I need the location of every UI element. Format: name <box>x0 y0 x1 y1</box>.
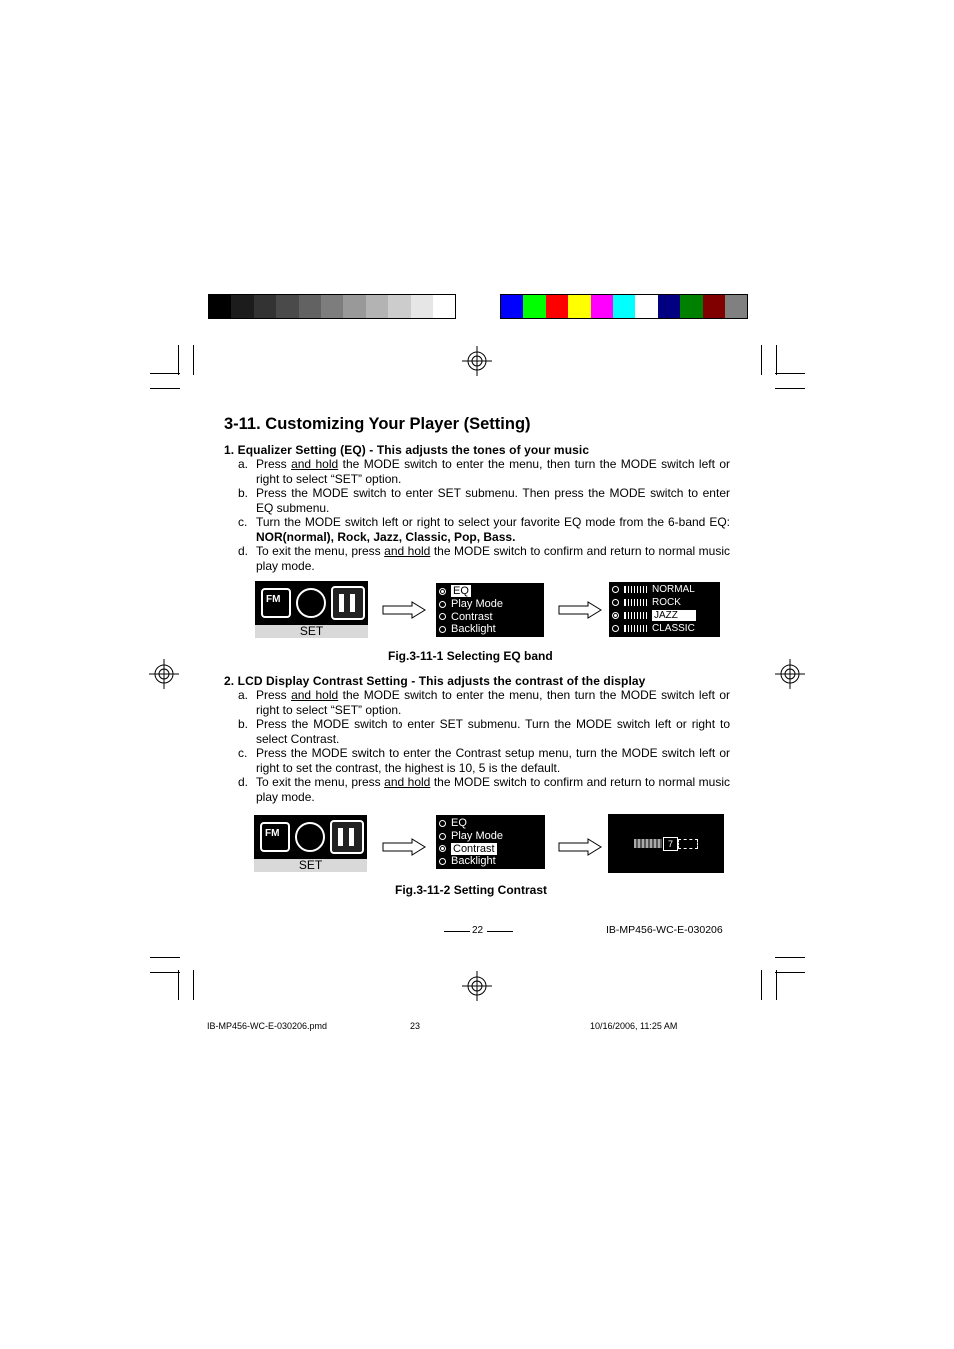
step-label: b. <box>238 717 249 731</box>
crop-mark <box>776 970 777 1000</box>
step-label: a. <box>238 457 249 471</box>
contrast-screen <box>608 814 724 873</box>
calibration-swatch <box>635 295 657 318</box>
menu-item <box>436 585 544 598</box>
crop-mark <box>761 970 762 1000</box>
contrast-remaining-bar <box>678 839 698 849</box>
color-calibration-bar <box>500 294 748 319</box>
eq-item-label: NORMAL <box>652 584 695 595</box>
registration-mark-icon <box>462 346 492 376</box>
step-text: Press the MODE switch to enter SET submenu. Then press the MODE switch to enter EQ submenu. <box>256 486 730 515</box>
figure-caption: Fig.3-11-2 Setting Contrast <box>395 883 548 897</box>
menu-item <box>436 830 545 843</box>
eq-graph-icon <box>624 586 649 593</box>
calibration-swatch <box>523 295 545 318</box>
eq-list-item <box>609 596 720 609</box>
grayscale-calibration-bar <box>208 294 456 319</box>
radio-icon <box>612 612 619 619</box>
crop-mark <box>775 373 805 374</box>
section-title-eq: 1. Equalizer Setting (EQ) - This adjusts the tones of your music <box>224 443 590 457</box>
calibration-swatch <box>231 295 253 318</box>
instruction-step <box>238 486 730 515</box>
crop-mark <box>178 970 179 1000</box>
menu-item <box>436 842 545 855</box>
instruction-step <box>238 515 730 544</box>
settings-menu-screen <box>436 815 545 869</box>
calibration-swatch <box>254 295 276 318</box>
fm-radio-icon: FM <box>260 822 290 852</box>
menu-item-label: EQ <box>453 585 469 598</box>
step-text: To exit the menu, press and hold the MODE switch to confirm and return to normal music play mode. <box>256 775 730 804</box>
step-label: d. <box>238 775 249 789</box>
figure-caption: Fig.3-11-1 Selecting EQ band <box>388 649 553 663</box>
crop-mark <box>150 388 180 389</box>
microphone-icon <box>295 822 325 852</box>
calibration-swatch <box>411 295 433 318</box>
microphone-icon <box>296 588 326 618</box>
crop-mark <box>775 972 805 973</box>
registration-mark-icon <box>149 659 179 689</box>
radio-icon <box>439 858 446 865</box>
step-label: c. <box>238 515 248 529</box>
step-text: Press and hold the MODE switch to enter the menu, then turn the MODE switch left or right to select “SET” option. <box>256 457 730 486</box>
crop-mark <box>150 972 180 973</box>
calibration-swatch <box>276 295 298 318</box>
radio-icon <box>612 625 619 632</box>
crop-mark <box>178 345 179 375</box>
menu-item <box>436 623 544 636</box>
step-text: To exit the menu, press and hold the MODE switch to confirm and return to normal music play mode. <box>256 544 730 573</box>
instruction-step <box>238 775 730 804</box>
calibration-swatch <box>299 295 321 318</box>
eq-item-label: CLASSIC <box>652 623 695 634</box>
step-text: Turn the MODE switch left or right to select your favorite EQ mode from the 6-band EQ: NOR(normal), Rock, Jazz, Classic, Pop, Bass. <box>256 515 730 544</box>
eq-list-item <box>609 583 720 596</box>
menu-item-label: Backlight <box>451 623 496 636</box>
crop-mark <box>776 345 777 375</box>
menu-item <box>436 817 545 830</box>
step-label: d. <box>238 544 249 558</box>
step-label: a. <box>238 688 249 702</box>
calibration-swatch <box>613 295 635 318</box>
arrow-right-icon <box>382 838 426 856</box>
calibration-swatch <box>343 295 365 318</box>
page-number: 22 <box>472 925 484 936</box>
footer-timestamp: 10/16/2006, 11:25 AM <box>590 1021 678 1031</box>
crop-mark <box>775 388 805 389</box>
crop-mark <box>193 345 194 375</box>
calibration-swatch <box>209 295 231 318</box>
calibration-swatch <box>433 295 455 318</box>
crop-mark <box>761 345 762 375</box>
instruction-step <box>238 544 730 573</box>
menu-item-label: Contrast <box>453 842 495 855</box>
registration-mark-icon <box>775 659 805 689</box>
step-text: Press the MODE switch to enter SET submenu. Turn the MODE switch left or right to select Contrast. <box>256 717 730 746</box>
menu-item-label: Contrast <box>451 610 493 623</box>
radio-icon <box>439 833 446 840</box>
instruction-step <box>238 688 730 717</box>
set-menu-screen <box>254 815 367 872</box>
radio-icon <box>439 820 446 827</box>
page-number-rule <box>444 931 470 932</box>
set-label: SET <box>255 625 368 638</box>
step-label: c. <box>238 746 248 760</box>
footer-page: 23 <box>410 1021 421 1031</box>
calibration-swatch <box>366 295 388 318</box>
calibration-swatch <box>680 295 702 318</box>
step-text: Press and hold the MODE switch to enter the menu, then turn the MODE switch left or right to select “SET” option. <box>256 688 730 717</box>
eq-graph-icon <box>624 625 649 632</box>
calibration-swatch <box>321 295 343 318</box>
instruction-step <box>238 457 730 486</box>
menu-item-label: Backlight <box>451 855 496 868</box>
step-label: b. <box>238 486 249 500</box>
radio-icon <box>439 626 446 633</box>
set-label: SET <box>254 859 367 872</box>
document-code: IB-MP456-WC-E-030206 <box>606 924 723 936</box>
menu-item-label: Play Mode <box>451 598 503 611</box>
crop-mark <box>775 957 805 958</box>
footer-file: IB-MP456-WC-E-030206.pmd <box>207 1021 328 1031</box>
calibration-swatch <box>658 295 680 318</box>
menu-item-label: Play Mode <box>451 830 503 843</box>
eq-list-screen <box>609 582 720 637</box>
radio-icon <box>612 599 619 606</box>
eq-item-label: ROCK <box>652 597 681 608</box>
calibration-swatch <box>591 295 613 318</box>
set-menu-screen <box>255 581 368 638</box>
menu-item <box>436 855 545 868</box>
radio-icon <box>439 613 446 620</box>
tools-icon <box>331 586 365 620</box>
radio-icon <box>612 586 619 593</box>
arrow-right-icon <box>558 838 602 856</box>
radio-icon <box>439 588 446 595</box>
menu-item <box>436 610 544 623</box>
arrow-right-icon <box>558 601 602 619</box>
calibration-swatch <box>568 295 590 318</box>
radio-icon <box>439 601 446 608</box>
page-number-rule <box>487 931 513 932</box>
registration-mark-icon <box>462 971 492 1001</box>
tools-icon <box>330 820 364 854</box>
calibration-swatch <box>388 295 410 318</box>
calibration-swatch <box>546 295 568 318</box>
step-text: Press the MODE switch to enter the Contrast setup menu, turn the MODE switch left or right to set the contrast, the highest is 10, 5 is the default. <box>256 746 730 775</box>
contrast-level-bar <box>634 839 662 848</box>
page-title: 3-11. Customizing Your Player (Setting) <box>224 415 531 433</box>
calibration-swatch <box>725 295 747 318</box>
eq-list-item <box>609 622 720 635</box>
instruction-step <box>238 717 730 746</box>
section-title-contrast: 2. LCD Display Contrast Setting - This adjusts the contrast of the display <box>224 674 646 688</box>
instruction-step <box>238 746 730 775</box>
menu-item-label: EQ <box>451 817 467 830</box>
crop-mark <box>150 957 180 958</box>
eq-item-label: JAZZ <box>652 610 696 621</box>
eq-graph-icon <box>624 612 649 619</box>
crop-mark <box>150 373 180 374</box>
eq-list-item <box>609 609 720 622</box>
menu-item <box>436 598 544 611</box>
arrow-right-icon <box>382 601 426 619</box>
crop-mark <box>193 970 194 1000</box>
radio-icon <box>439 845 446 852</box>
calibration-swatch <box>703 295 725 318</box>
fm-radio-icon: FM <box>261 588 291 618</box>
calibration-swatch <box>501 295 523 318</box>
eq-graph-icon <box>624 599 649 606</box>
contrast-value: 7 <box>663 837 678 851</box>
settings-menu-screen <box>436 583 544 637</box>
